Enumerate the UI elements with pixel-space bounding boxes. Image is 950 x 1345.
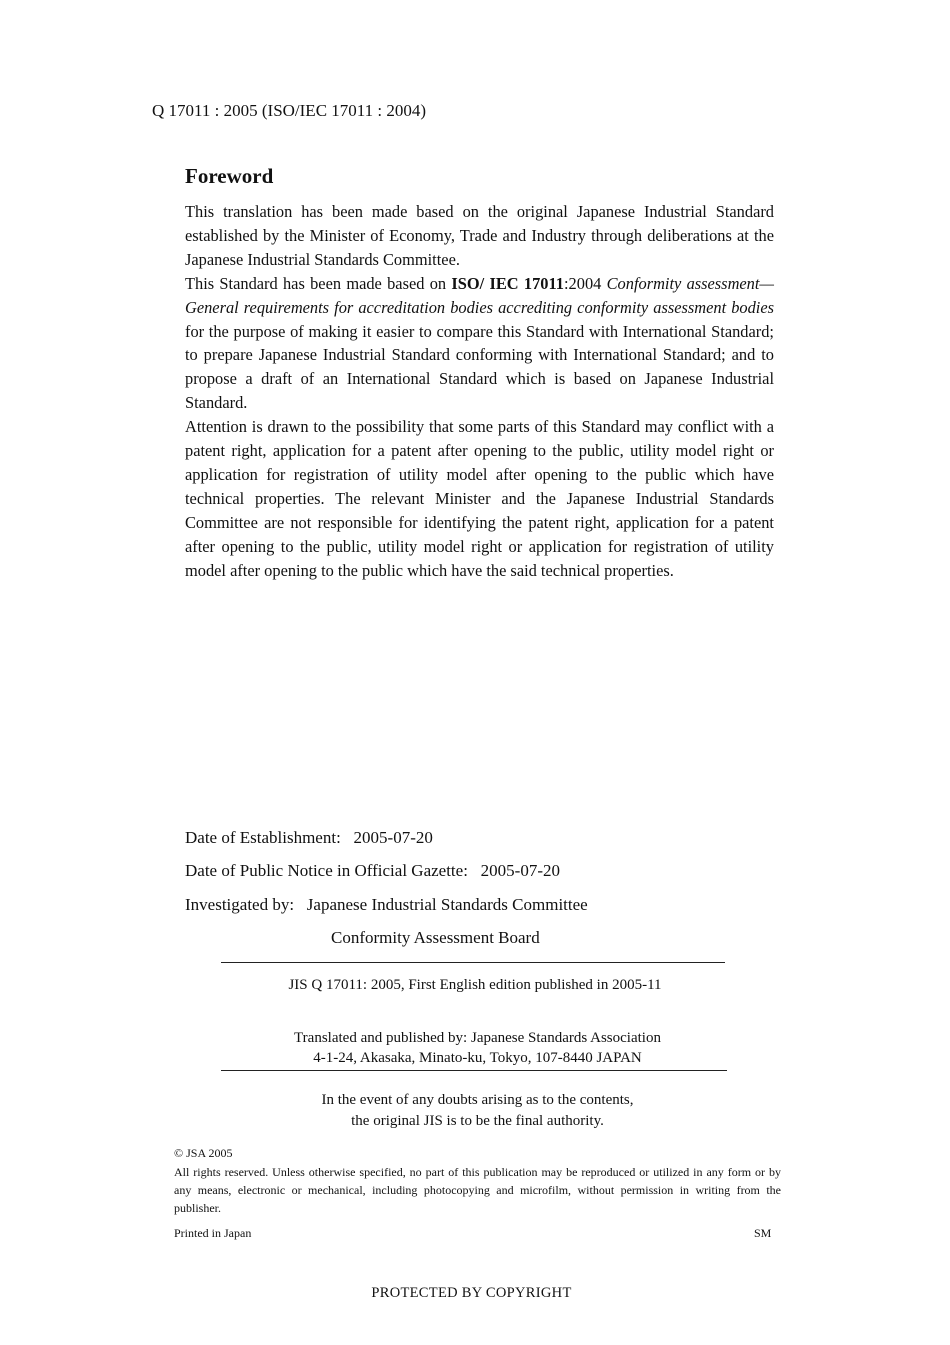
foreword-heading: Foreword [185, 164, 274, 188]
standard-id: ISO/ IEC 17011 [451, 273, 564, 293]
investigated-by: Investigated by: Japanese Industrial Standards Committee [185, 895, 588, 914]
printed-in: Printed in Japan [174, 1226, 252, 1240]
copyright-watermark: PROTECTED BY COPYRIGHT [371, 1285, 572, 1301]
foreword-paragraph-2 [185, 272, 774, 415]
divider-top [221, 962, 725, 963]
publisher-block [0, 1028, 950, 1068]
authority-note-line-1: In the event of any doubts arising as to the contents, [321, 1092, 634, 1108]
para2-intro: This Standard has been made based on [185, 273, 452, 293]
translated-by: Translated and published by: Japanese Standards Association [294, 1030, 661, 1046]
standard-year: :2004 [564, 273, 607, 293]
foreword-paragraph-3: Attention is drawn to the possibility that some parts of this Standard may conflict with a patent right, application for a patent after opening to the public, utility model right or application for registration of utility model after opening to the public which have technical properties. The relevant Minister and the Japanese Industrial Standards Committee are not responsible for identifying the patent right, application for a patent after opening to the public, utility model right or application for registration of utility model after opening to the public which have the said technical properties. [185, 417, 774, 580]
authority-note [0, 1090, 950, 1132]
divider-bottom [221, 1070, 727, 1071]
rights-statement: All rights reserved. Unless otherwise specified, no part of this publication may be reproduced or utilized in any form or by any means, electronic or mechanical, including photocopying and microfilm, without permission in writing from the publisher. [174, 1165, 781, 1215]
foreword-paragraph-1: This translation has been made based on the original Japanese Industrial Standard established by the Minister of Economy, Trade and Industry through deliberations at the Japanese Industrial Standards Committee. [185, 202, 774, 269]
date-of-public-notice: Date of Public Notice in Official Gazette: 2005-07-20 [185, 861, 560, 880]
document-reference: Q 17011 : 2005 (ISO/IEC 17011 : 2004) [152, 101, 427, 120]
foreword-body [185, 200, 774, 583]
standard-title: Conformity assessment—General requirements for accreditation bodies accrediting conformity assessment bodies [185, 273, 774, 317]
printer-code: SM [754, 1226, 772, 1240]
edition-note: JIS Q 17011: 2005, First English edition published in 2005-11 [288, 977, 662, 993]
publisher-address: 4-1-24, Akasaka, Minato-ku, Tokyo, 107-8440 JAPAN [313, 1050, 642, 1066]
para2-rest: for the purpose of making it easier to compare this Standard with International Standard; to prepare Japanese Industrial Standard conforming with International Standard; and to propose a draft of an International Standard which is based on Japanese Industrial Standard. [185, 321, 774, 413]
investigating-board: Conformity Assessment Board [331, 928, 540, 947]
date-of-establishment: Date of Establishment: 2005-07-20 [185, 828, 433, 847]
authority-note-line-2: the original JIS is to be the final authority. [351, 1113, 604, 1129]
copyright-notice: © JSA 2005 [174, 1146, 233, 1160]
